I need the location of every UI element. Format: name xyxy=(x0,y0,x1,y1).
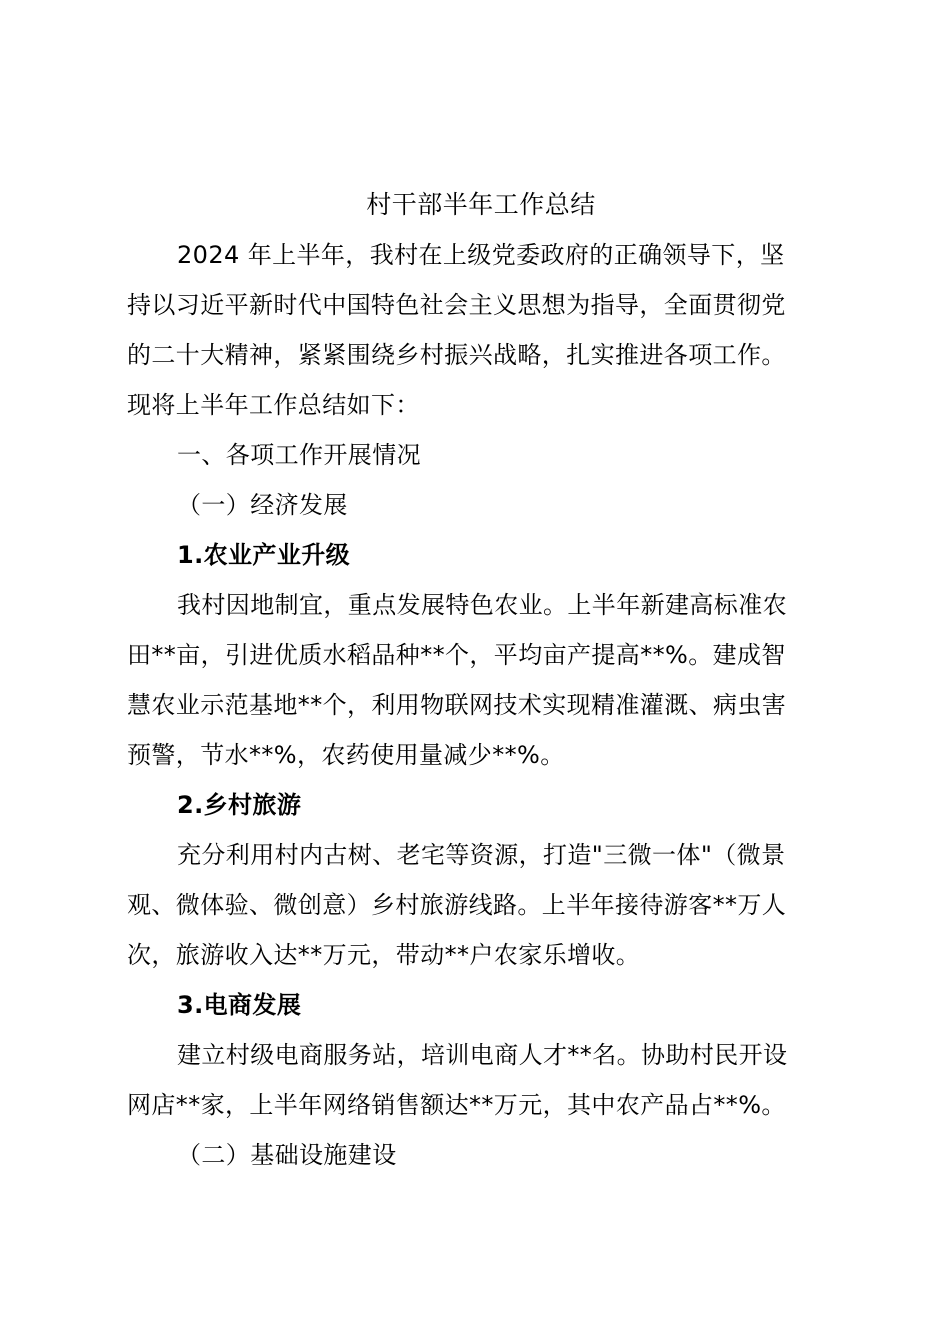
item-heading: 3.电商发展 xyxy=(177,991,302,1019)
document-page xyxy=(127,180,835,1180)
paragraph-line: 预警，节水**%，农药使用量减少**%。 xyxy=(127,741,565,769)
item-paragraph xyxy=(127,1030,835,1130)
item-paragraph xyxy=(127,830,835,980)
paragraph-line: 慧农业示范基地**个，利用物联网技术实现精准灌溉、病虫害 xyxy=(127,691,787,719)
paragraph-line: 充分利用村内古树、老宅等资源，打造"三微一体"（微景 xyxy=(177,841,786,869)
paragraph-line: 次，旅游收入达**万元，带动**户农家乐增收。 xyxy=(127,941,641,969)
intro-paragraph xyxy=(127,230,835,430)
item-heading: 1.农业产业升级 xyxy=(177,541,351,569)
paragraph-line: 我村因地制宜，重点发展特色农业。上半年新建高标准农 xyxy=(177,591,787,619)
subsection-heading: （二）基础设施建设 xyxy=(177,1141,397,1169)
intro-line: 2024 年上半年，我村在上级党委政府的正确领导下，坚 xyxy=(177,241,785,269)
intro-line: 的二十大精神，紧紧围绕乡村振兴战略，扎实推进各项工作。 xyxy=(127,341,786,369)
paragraph-line: 田**亩，引进优质水稻品种**个，平均亩产提高**%。建成智 xyxy=(127,641,786,669)
paragraph-line: 观、微体验、微创意）乡村旅游线路。上半年接待游客**万人 xyxy=(127,891,787,919)
paragraph-line: 网店**家，上半年网络销售额达**万元，其中农产品占**%。 xyxy=(127,1091,786,1119)
document-title: 村干部半年工作总结 xyxy=(366,190,596,219)
item-paragraph xyxy=(127,580,835,780)
item-heading: 2.乡村旅游 xyxy=(177,791,302,819)
paragraph-line: 建立村级电商服务站，培训电商人才**名。协助村民开设 xyxy=(177,1041,788,1069)
section-heading: 一、各项工作开展情况 xyxy=(177,441,421,469)
subsection-heading: （一）经济发展 xyxy=(177,491,348,519)
intro-line: 持以习近平新时代中国特色社会主义思想为指导，全面贯彻党 xyxy=(127,291,786,319)
intro-line: 现将上半年工作总结如下： xyxy=(127,391,420,419)
